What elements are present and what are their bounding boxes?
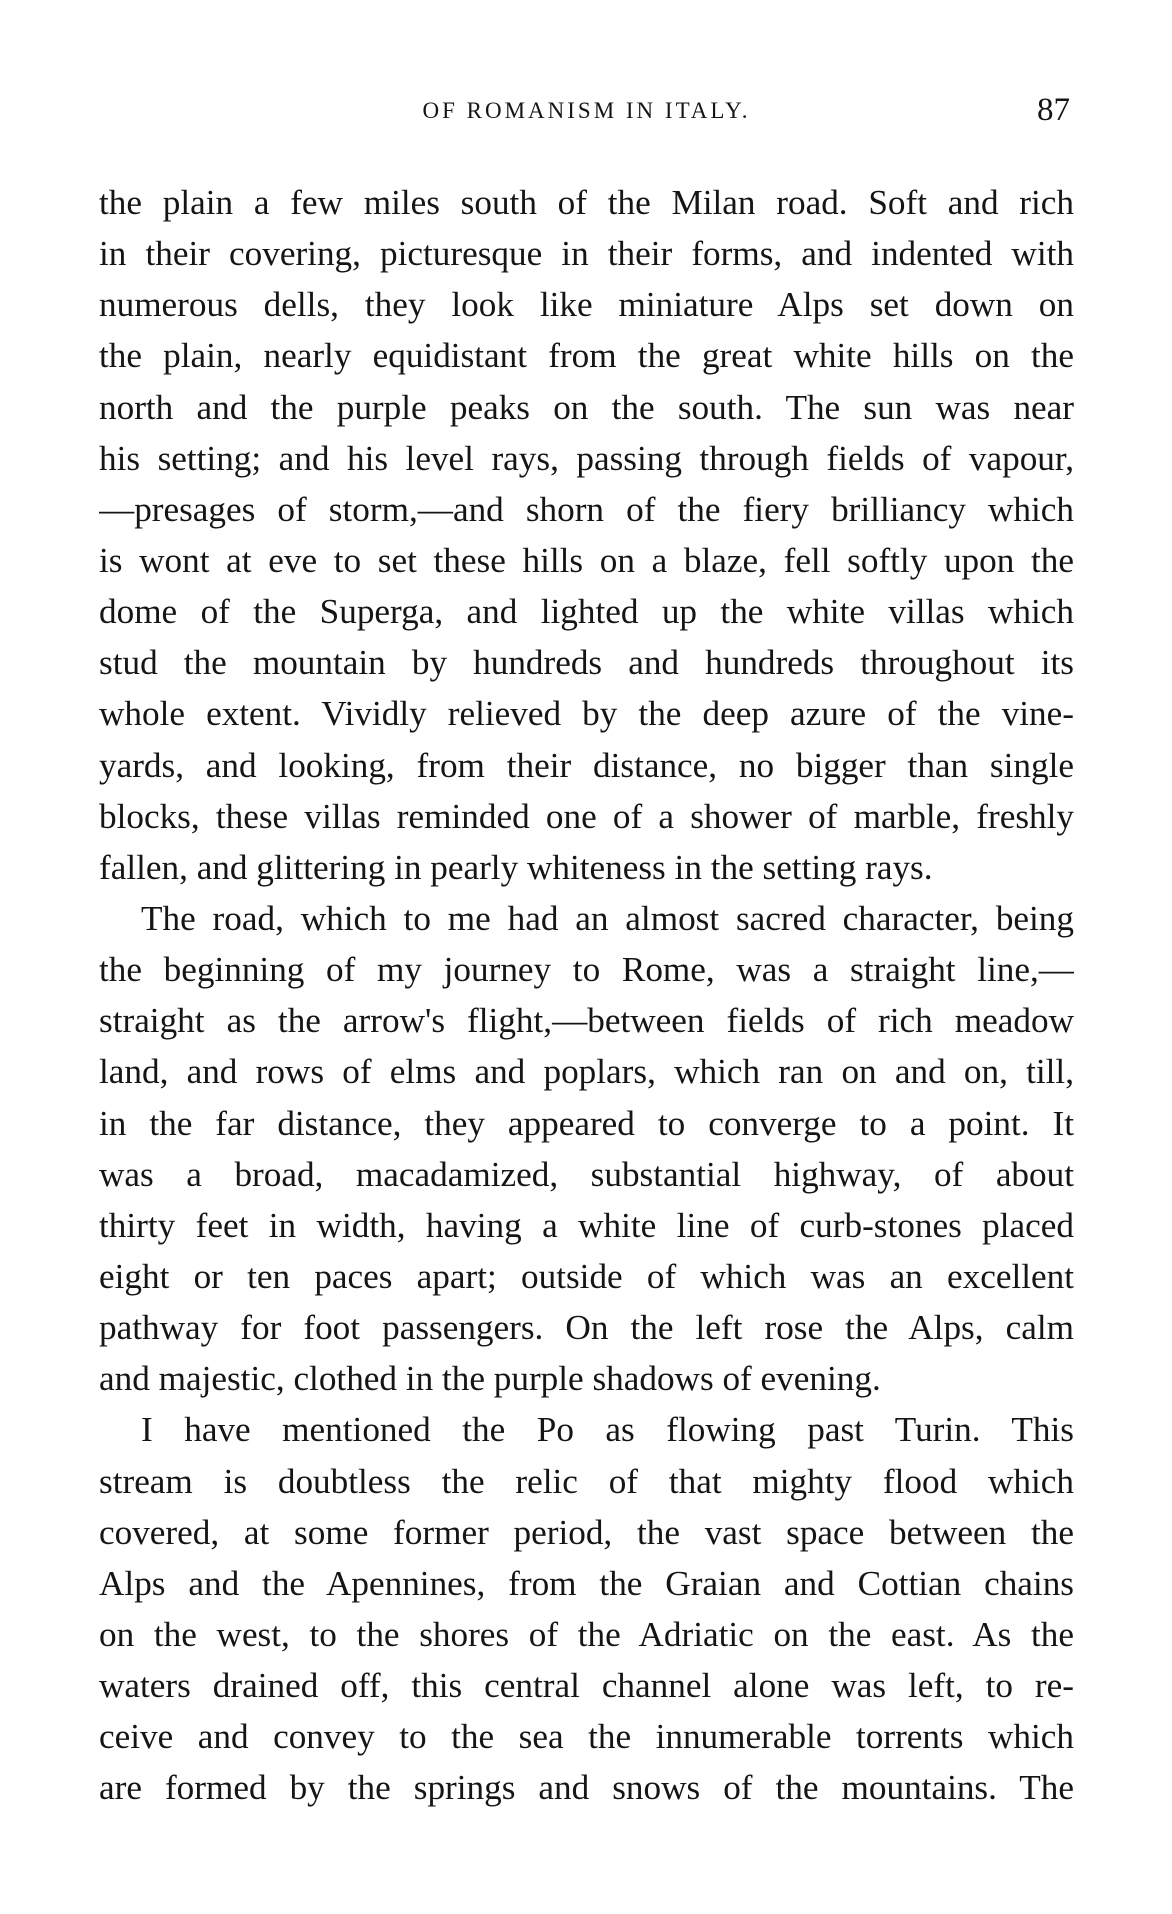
- text-line: covered, at some former period, the vast space between the: [99, 1512, 1074, 1552]
- text-line: eight or ten paces apart; outside of which was an excellent: [99, 1256, 1074, 1296]
- text-line: ceive and convey to the sea the innumerable torrents which: [99, 1717, 1074, 1757]
- text-line: are formed by the springs and snows of the mountains. The: [99, 1768, 1074, 1808]
- text-line: the beginning of my journey to Rome, was a straight line,—: [99, 950, 1074, 990]
- text-line: whole extent. Vividly relieved by the deep azure of the vine-: [99, 694, 1074, 734]
- text-line: numerous dells, they look like miniature Alps set down on: [99, 285, 1074, 325]
- text-line: north and the purple peaks on the south. The sun was near: [99, 387, 1074, 427]
- text-line: fallen, and glittering in pearly whiteness in the setting rays.: [99, 847, 933, 887]
- text-line: and majestic, clothed in the purple shadows of evening.: [99, 1359, 881, 1399]
- text-line: the plain a few miles south of the Milan road. Soft and rich: [99, 183, 1074, 222]
- text-line: Alps and the Apennines, from the Graian and Cottian chains: [99, 1563, 1074, 1603]
- text-line: stream is doubtless the relic of that mighty flood which: [99, 1461, 1074, 1501]
- text-line: his setting; and his level rays, passing through fields of vapour,: [99, 438, 1074, 478]
- body-text: [99, 177, 1074, 1814]
- text-line: in their covering, picturesque in their forms, and indented with: [99, 234, 1074, 274]
- text-line: is wont at eve to set these hills on a blaze, fell softly upon the: [99, 540, 1074, 580]
- text-line: stud the mountain by hundreds and hundreds throughout its: [99, 643, 1074, 683]
- text-line: blocks, these villas reminded one of a shower of marble, freshly: [99, 796, 1074, 836]
- page-number: 87: [1037, 92, 1070, 128]
- text-line: dome of the Superga, and lighted up the white villas which: [99, 592, 1074, 632]
- running-head: [99, 92, 1074, 132]
- text-line: thirty feet in width, having a white line of curb-stones placed: [99, 1205, 1074, 1245]
- text-line: was a broad, macadamized, substantial highway, of about: [99, 1154, 1074, 1194]
- text-line: on the west, to the shores of the Adriatic on the east. As the: [99, 1614, 1074, 1654]
- text-line: The road, which to me had an almost sacred character, being: [141, 898, 1074, 938]
- text-line: in the far distance, they appeared to converge to a point. It: [99, 1103, 1074, 1143]
- text-line: I have mentioned the Po as flowing past Turin. This: [141, 1410, 1074, 1450]
- text-line: —presages of storm,—and shorn of the fiery brilliancy which: [99, 489, 1074, 529]
- running-title: OF ROMANISM IN ITALY.: [422, 98, 751, 123]
- text-line: the plain, nearly equidistant from the great white hills on the: [99, 336, 1074, 376]
- text-line: yards, and looking, from their distance, no bigger than single: [99, 745, 1074, 785]
- text-line: pathway for foot passengers. On the left rose the Alps, calm: [99, 1308, 1074, 1348]
- text-line: land, and rows of elms and poplars, which ran on and on, till,: [99, 1052, 1074, 1092]
- text-line: waters drained off, this central channel alone was left, to re-: [99, 1666, 1074, 1706]
- text-line: straight as the arrow's flight,—between fields of rich meadow: [99, 1001, 1074, 1041]
